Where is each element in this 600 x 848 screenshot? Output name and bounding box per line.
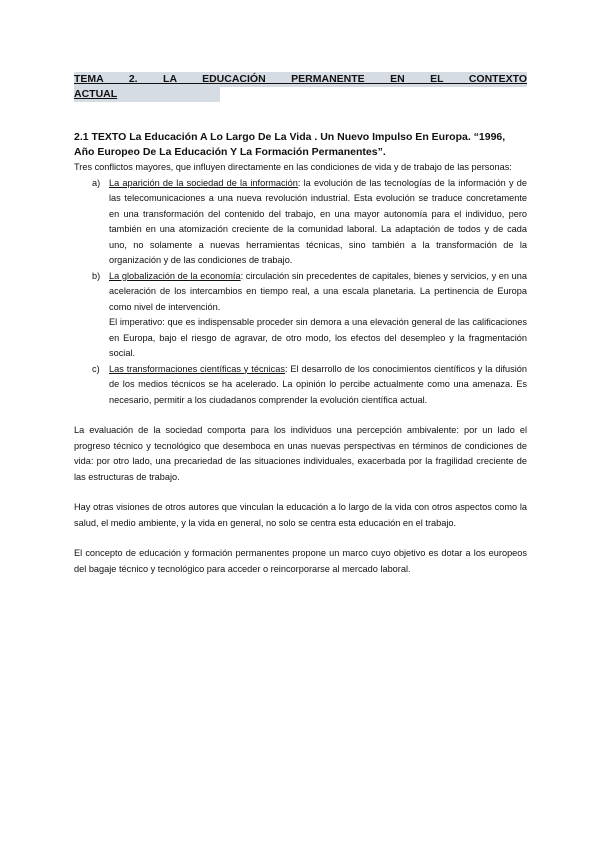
list-item-a [74,176,527,269]
page-title-line-1: TEMA 2. LA EDUCACIÓN PERMANENTE EN EL CONTEXTO [74,73,527,85]
list-marker: b) [92,270,101,281]
intro-paragraph: Tres conflictos mayores, que influyen directamente en las condiciones de vida y de trabajo de las personas: [74,162,512,172]
spacer [74,531,527,546]
list-item-c [74,362,527,409]
list-item-b [74,269,527,362]
body-paragraph-2: Hay otras visiones de otros autores que vinculan la educación a lo largo de la vida con otros aspectos como la salud, el medio ambiente, y la vida en general, no solo se centra esta educación en el trabajo. [74,502,527,528]
list-item-title: La globalización de la economía [109,270,241,281]
body-paragraph-1: La evaluación de la sociedad comporta para los individuos una percepción ambivalente: por un lado el progreso técnico y tecnológico que desemboca en unas nuevas perspectivas en términos de condiciones de vida: por otro lado, una precariedad de las situaciones individuales, exacerbada por la fragilidad creciente de las estructuras de trabajo. [74,425,527,482]
conflicts-list [74,176,527,409]
list-item-text: : circulación sin precedentes de capitales, bienes y servicios, y en una aceleración de los intercambios en tiempo real, a una escala planetaria. La pertinencia de Europa como nivel de intervención. [109,270,527,312]
list-item-text: : El desarrollo de los conocimientos científicos y la difusión de los medios técnicos se ha acelerado. La opinión lo percibe actualmente como una amenaza. Es necesario, permitir a los ciudadanos comprender la evolución científica actual. [109,363,527,405]
list-item-text: : la evolución de las tecnologías de la información y de las telecomunicaciones a una nueva revolución industrial. Esta evolución se traduce concretamente en una transformación del contenido del trabajo, en una mayor autonomía para el individuo, pero también en una atomización creciente de la comunidad laboral. La adaptación de todos y de cada uno, no solamente a nuevas herramientas técnicas, sino también a la transformación de la organización y de las condiciones de trabajo. [109,177,527,265]
spacer [74,485,527,500]
list-marker: c) [92,363,100,374]
section-heading: 2.1 TEXTO La Educación A Lo Largo De La Vida . Un Nuevo Impulso En Europa. “1996, Año Europeo De La Educación Y La Formación Permanentes”. [74,131,506,158]
list-item-title: La aparición de la sociedad de la información [109,177,298,188]
list-item-extra: El imperativo: que es indispensable proceder sin demora a una elevación general de las calificaciones en Europa, bajo el riesgo de agravar, de otro modo, los efectos del desempleo y la fragmentación social. [109,317,527,358]
document-content [74,72,527,577]
page-title-line-2: ACTUAL [74,87,220,102]
list-marker: a) [92,177,101,188]
body-paragraph-3: El concepto de educación y formación permanentes propone un marco cuyo objetivo es dotar a los europeos del bagaje técnico y tecnológico para acceder o reincorporarse al mercado laboral. [74,548,527,574]
spacer [74,408,527,423]
list-item-title: Las transformaciones científicas y técnicas [109,363,285,374]
